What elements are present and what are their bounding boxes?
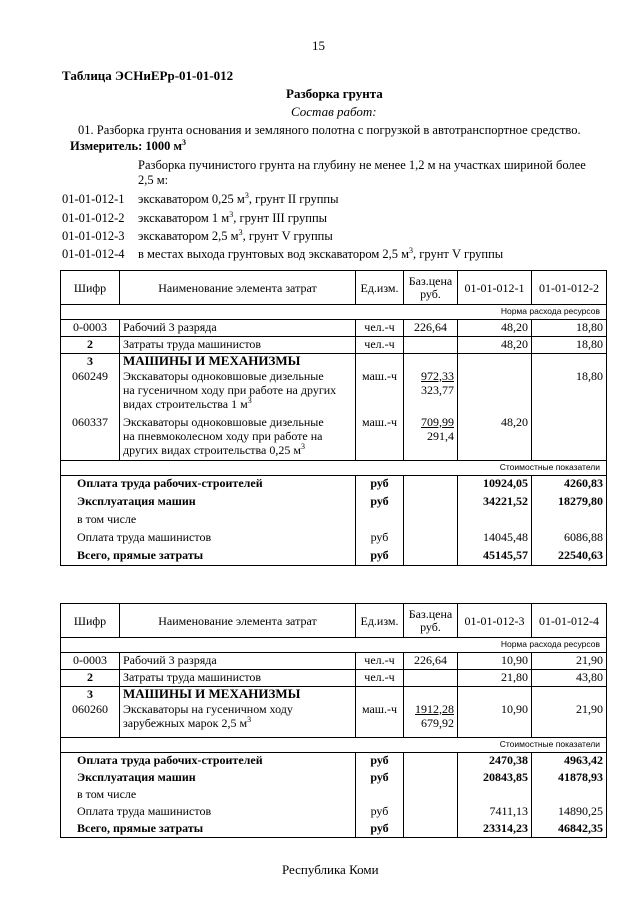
table-row: Эксплуатация машин руб 34221,52 18279,80 (61, 494, 607, 512)
composition-label: Состав работ: (291, 104, 377, 119)
table-row: в том числе (61, 787, 607, 804)
description-line-2: 2,5 м: (138, 173, 169, 187)
header-shifr: Шифр (61, 604, 120, 638)
item-code: 01-01-012-1 (62, 192, 125, 206)
table-row: 2 Затраты труда машинистов чел.-ч 21,80 43,80 (61, 670, 607, 687)
page-number: 15 (312, 38, 325, 53)
header-col-a: 01-01-012-1 (458, 271, 532, 305)
header-price: Баз.цена руб. (404, 604, 458, 638)
item-text: экскаватором 0,25 $м^3$, грунт II группы (138, 190, 339, 206)
meter: Измеритель: 1000 $м^3$ (70, 137, 187, 153)
header-col-b: 01-01-012-4 (532, 604, 607, 638)
table-row: 060249 Экскаваторы одноковшовые дизельные на гусеничном ходу при работе на других видах строительства 1 $м^3$ маш.-ч 972,33 323,77 18,80 (61, 369, 607, 415)
table-row: 0-0003 Рабочий 3 разряда чел.-ч 226,64 48,20 18,80 (61, 320, 607, 337)
section-title: Разборка грунта (286, 86, 383, 101)
norm-label: Норма расхода ресурсов (61, 305, 607, 320)
table-row: 0-0003 Рабочий 3 разряда чел.-ч 226,64 10,90 21,90 (61, 653, 607, 670)
cost-label: Стоимостные показатели (61, 738, 607, 753)
table-row: Оплата труда рабочих-строителей руб 2470,38 4963,42 (61, 753, 607, 770)
header-name: Наименование элемента затрат (120, 604, 356, 638)
item-code: 01-01-012-3 (62, 229, 125, 243)
norms-table-1 (60, 270, 607, 566)
header-col-b: 01-01-012-2 (532, 271, 607, 305)
table-row: Оплата труда машинистов руб 7411,13 14890,25 (61, 804, 607, 821)
table-row: Оплата труда рабочих-строителей руб 10924,05 4260,83 (61, 476, 607, 494)
footer-region: Республика Коми (282, 862, 379, 877)
table-row: 3 МАШИНЫ И МЕХАНИЗМЫ (61, 687, 607, 702)
header-shifr: Шифр (61, 271, 120, 305)
item-text: экскаватором 2,5 $м^3$, грунт V группы (138, 227, 333, 243)
description-line-1: Разборка пучинистого грунта на глубину не менее 1,2 м на участках шириной более (138, 158, 586, 172)
table-row: 060260 Экскаваторы на гусеничном ходу зарубежных марок 2,5 $м^3$ маш.-ч 1912,28 679,92 10,90 21,90 (61, 702, 607, 738)
item-text: в местах выхода грунтовых вод экскаватором 2,5 $м^3$, грунт V группы (138, 245, 504, 261)
header-price: Баз.цена руб. (404, 271, 458, 305)
norm-label: Норма расхода ресурсов (61, 638, 607, 653)
item-code: 01-01-012-4 (62, 247, 125, 261)
table-row: в том числе (61, 512, 607, 530)
table-title: Таблица ЭСНиЕРр-01-01-012 (62, 68, 234, 83)
table-row: 060337 Экскаваторы одноковшовые дизельные на пневмоколесном ходу при работе на других видах строительства 0,25 $м^3$ маш.-ч 709,99 291,4 48,20 (61, 415, 607, 461)
header-name: Наименование элемента затрат (120, 271, 356, 305)
table-row: Всего, прямые затраты руб 23314,23 46842,35 (61, 821, 607, 838)
header-col-a: 01-01-012-3 (458, 604, 532, 638)
table-row: Всего, прямые затраты руб 45145,57 22540,63 (61, 548, 607, 566)
table-row: Оплата труда машинистов руб 14045,48 6086,88 (61, 530, 607, 548)
item-text: экскаватором 1 $м^3$, грунт III группы (138, 209, 328, 225)
header-unit: Ед.изм. (356, 271, 404, 305)
norms-table-2 (60, 603, 607, 838)
item-code: 01-01-012-2 (62, 211, 125, 225)
table-row: Эксплуатация машин руб 20843,85 41878,93 (61, 770, 607, 787)
table-row: 2 Затраты труда машинистов чел.-ч 48,20 18,80 (61, 337, 607, 354)
table-row: 3 МАШИНЫ И МЕХАНИЗМЫ (61, 354, 607, 369)
composition-item: 01. Разборка грунта основания и земляного полотна с погрузкой в автотранспортное средство. (78, 123, 581, 137)
cost-label: Стоимостные показатели (61, 461, 607, 476)
header-unit: Ед.изм. (356, 604, 404, 638)
